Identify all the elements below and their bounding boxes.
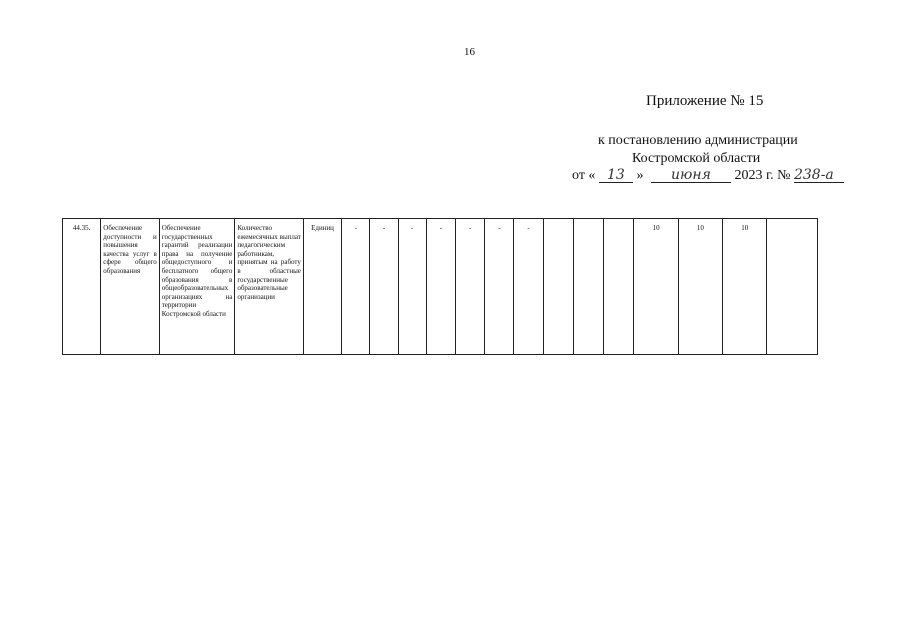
date-prefix: от « xyxy=(572,168,596,183)
handwritten-day: 13 xyxy=(599,168,633,183)
cell-goal: Обеспечение доступности и повышения качества услуг в сфере общего образования xyxy=(101,219,159,355)
handwritten-month: июня xyxy=(651,168,731,183)
cell-value: 10 xyxy=(678,219,722,355)
cell-dash: - xyxy=(370,219,398,355)
year-text: 2023 г. № xyxy=(734,168,791,183)
cell-dash: - xyxy=(456,219,485,355)
cell-measure: Обеспечение государственных гарантий реализации права на получение общедоступного и бесплатного общего образования в общеобразовательных организациях на территории Костромской области xyxy=(159,219,235,355)
cell-value: 10 xyxy=(723,219,767,355)
cell-empty xyxy=(604,219,634,355)
cell-dash: - xyxy=(514,219,543,355)
date-mid: » xyxy=(636,168,644,183)
cell-value: 10 xyxy=(634,219,678,355)
decree-line-1: к постановлению администрации xyxy=(598,133,798,148)
handwritten-number: 238-а xyxy=(794,168,844,183)
cell-dash: - xyxy=(398,219,426,355)
cell-last xyxy=(767,219,818,355)
decree-date-line xyxy=(572,168,844,184)
cell-dash: - xyxy=(485,219,514,355)
cell-code: 44.35. xyxy=(63,219,101,355)
measures-table xyxy=(62,218,818,355)
appendix-title: Приложение № 15 xyxy=(646,93,764,109)
cell-unit: Единиц xyxy=(303,219,341,355)
table-row xyxy=(63,219,818,355)
cell-indicator: Количество ежемесячных выплат педагогическим работникам, принятым на работу в областные государственные образовательные организации xyxy=(235,219,304,355)
cell-empty xyxy=(573,219,603,355)
decree-line-2: Костромской области xyxy=(632,151,761,166)
cell-dash: - xyxy=(342,219,370,355)
cell-empty xyxy=(543,219,573,355)
page-number: 16 xyxy=(464,46,475,58)
cell-dash: - xyxy=(426,219,455,355)
